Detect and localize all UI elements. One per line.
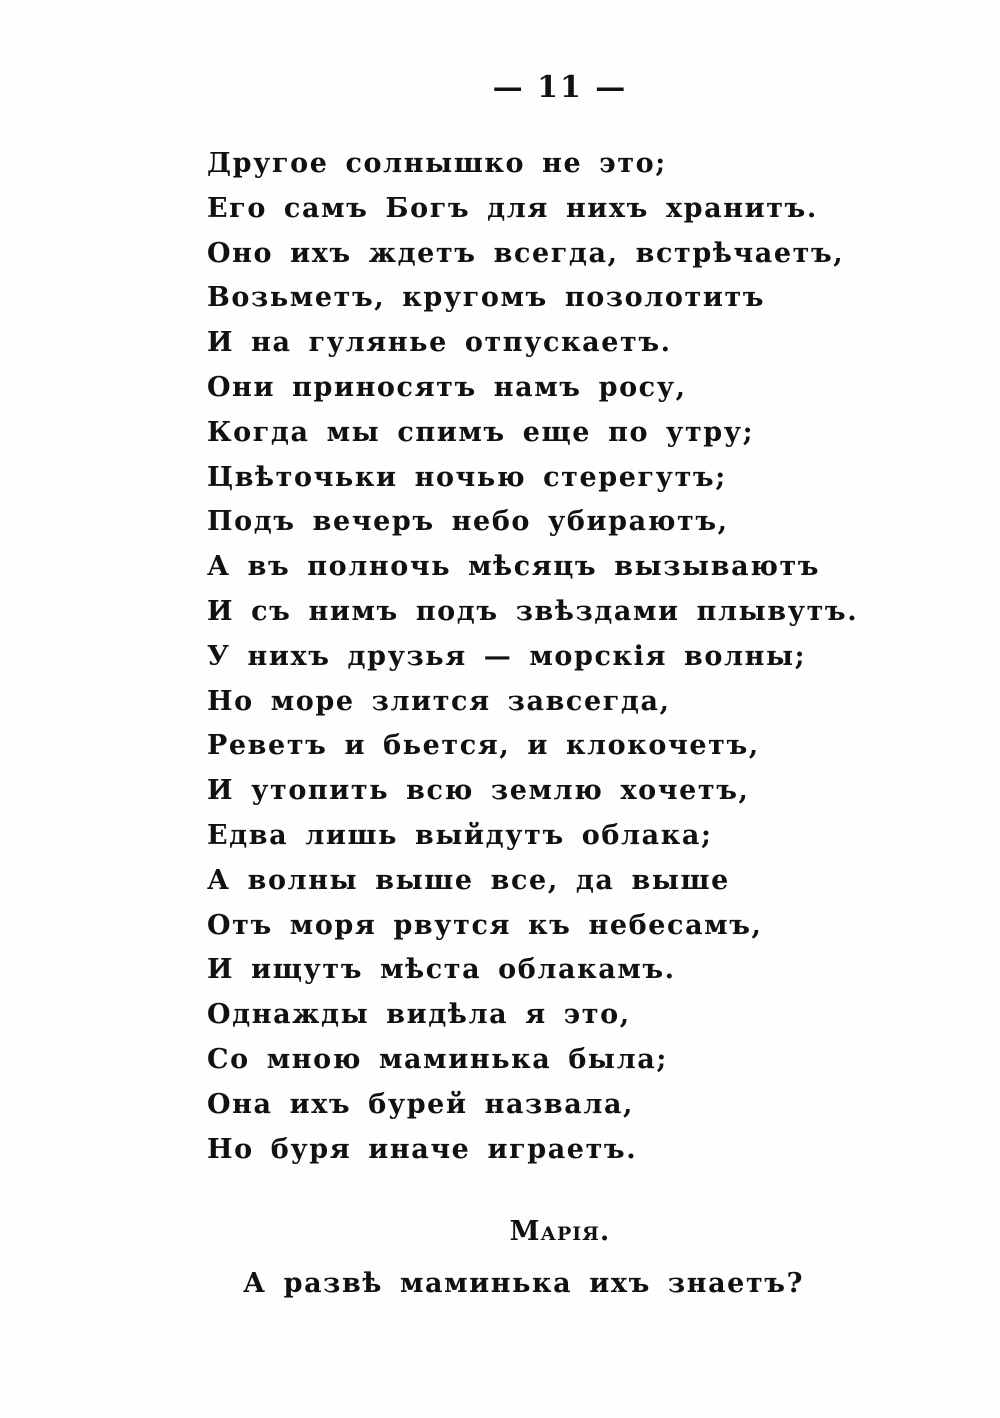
verse-line: Когда мы спимъ еще по утру; <box>207 416 755 448</box>
verse-line: И на гулянье отпускаетъ. <box>207 327 672 359</box>
verse-line: Реветъ и бьется, и клокочетъ, <box>207 730 760 762</box>
verse-line: И съ нимъ подъ звѣздами плывутъ. <box>207 595 859 627</box>
verse-line: Подъ вечеръ небо убираютъ, <box>207 506 729 538</box>
verse-line: Отъ моря рвутся къ небесамъ, <box>207 909 763 941</box>
dialogue-reply: А развѣ маминька ихъ знаетъ? <box>243 1268 805 1299</box>
verse-line: Оно ихъ ждетъ всегда, встрѣчаетъ, <box>207 237 845 269</box>
verse-line: Цвѣточьки ночью стерегутъ; <box>207 461 727 493</box>
verse-line: Со мною маминька была; <box>207 1043 668 1075</box>
verse-line: А въ полночь мѣсяцъ вызываютъ <box>207 551 821 583</box>
page-number: — 11 — <box>492 70 628 105</box>
verse-line: Другое солнышко не это; <box>207 148 667 179</box>
verse-block <box>207 142 858 1172</box>
verse-line: Едва лишь выйдутъ облака; <box>207 819 713 851</box>
verse-line: И утопить всю землю хочетъ, <box>207 775 750 807</box>
verse-line: Она ихъ бурей назвала, <box>207 1088 635 1120</box>
verse-line: Но буря иначе играетъ. <box>207 1133 638 1165</box>
verse-line: Но море злится завсегда, <box>207 685 671 717</box>
verse-line: У нихъ друзья — морскія волны; <box>207 640 807 672</box>
verse-line: И ищутъ мѣста облакамъ. <box>207 954 676 986</box>
verse-line: А волны выше все, да выше <box>207 864 730 896</box>
verse-line: Его самъ Богъ для нихъ хранитъ. <box>207 192 818 224</box>
verse-line: Однажды видѣла я это, <box>207 999 631 1031</box>
verse-line: Возьметъ, кругомъ позолотитъ <box>207 282 766 314</box>
speaker-name: Марія. <box>509 1216 611 1247</box>
verse-line: Они приносятъ намъ росу, <box>207 371 687 403</box>
